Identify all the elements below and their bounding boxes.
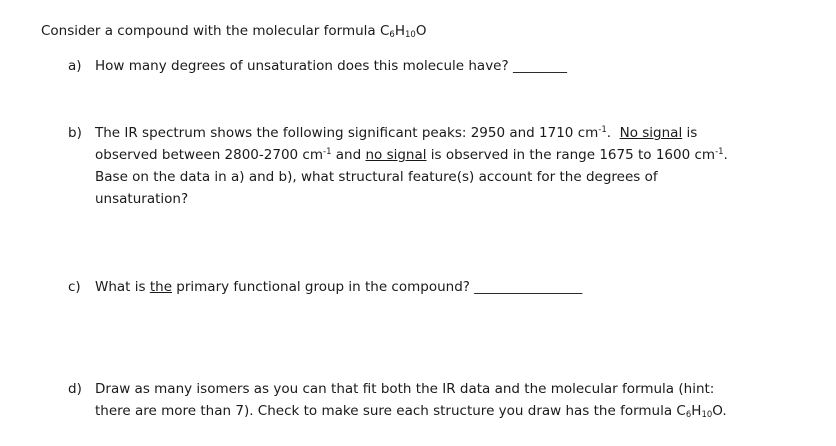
question-a: [95, 57, 567, 75]
question-c: [95, 278, 582, 296]
question-d-label: d): [68, 381, 82, 397]
intro-prefix: Consider a compound with the molecular formula C: [41, 23, 390, 39]
formula-sub-carbon: 6: [389, 30, 395, 40]
question-c-label: c): [68, 279, 81, 295]
question-a-label: a): [68, 58, 82, 74]
question-b-line-4: unsaturation?: [95, 191, 189, 207]
no-signal-underlined-2: no signal: [365, 147, 427, 163]
question-d-line-1: Draw as many isomers as you can that fit both the IR data and the molecular formula (hint:: [95, 381, 715, 397]
question-d-text-2a: there are more than 7). Check to make sure each structure you draw has the formula C: [95, 403, 686, 419]
question-b-line-1: [95, 124, 697, 142]
question-b-text-1a: The IR spectrum shows the following significant peaks: 2950 and 1710 cm: [95, 125, 599, 141]
question-b-text-1b: .: [606, 125, 620, 141]
wavenumber-superscript: -1: [715, 147, 724, 157]
formula-sub-hydrogen: 10: [701, 410, 713, 420]
question-c-answer-blank: ________________: [474, 279, 583, 295]
question-b-text-2d: .: [723, 147, 728, 163]
question-b-text-1c: is: [682, 125, 698, 141]
wavenumber-superscript: -1: [323, 147, 332, 157]
formula-sub-hydrogen: 10: [404, 30, 416, 40]
question-b-line-3: Base on the data in a) and b), what structural feature(s) account for the degrees of: [95, 169, 658, 185]
formula-hydrogen: H: [691, 403, 702, 419]
intro-line: [41, 22, 426, 40]
question-b-text-2a: observed between 2800-2700 cm: [95, 147, 323, 163]
question-a-answer-blank: ________: [512, 58, 567, 74]
question-b-line-2: [95, 146, 728, 164]
question-b-text-2c: is observed in the range 1675 to 1600 cm: [426, 147, 716, 163]
question-c-underlined-the: the: [149, 279, 172, 295]
question-b-label: b): [68, 125, 82, 141]
formula-hydrogen: H: [394, 23, 405, 39]
question-b-text-2b: and: [331, 147, 366, 163]
question-d-line-2: [95, 402, 727, 420]
formula-oxygen: O: [415, 23, 427, 39]
question-c-text-2: primary functional group in the compound?: [172, 279, 470, 295]
formula-sub-carbon: 6: [685, 410, 692, 420]
no-signal-underlined-1: No signal: [619, 125, 683, 141]
formula-oxygen-period: O.: [712, 403, 727, 419]
wavenumber-superscript: -1: [598, 125, 607, 135]
question-c-text-1: What is: [95, 279, 150, 295]
question-a-text: How many degrees of unsaturation does this molecule have?: [95, 58, 509, 74]
